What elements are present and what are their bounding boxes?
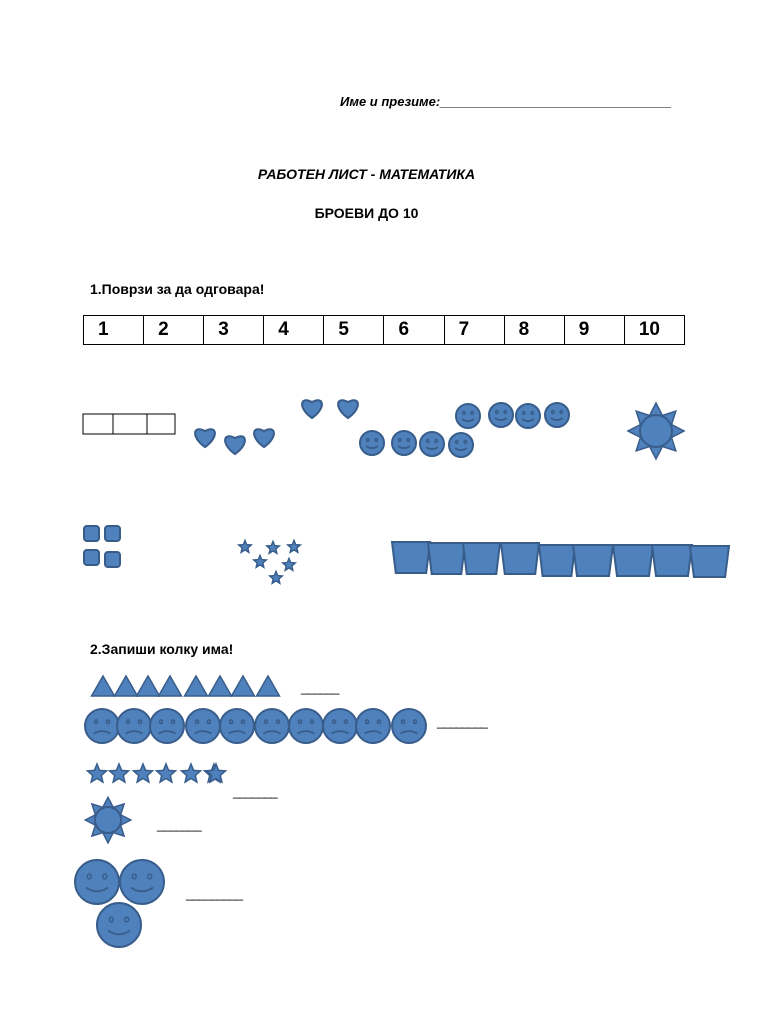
trapezoid-icon xyxy=(428,543,465,574)
number-cell[interactable]: 2 xyxy=(144,316,204,345)
star-icon xyxy=(254,556,266,568)
smiley-icon xyxy=(516,404,540,428)
worksheet-title: РАБОТЕН ЛИСТ - МАТЕМАТИКА xyxy=(257,166,476,182)
number-cell[interactable]: 6 xyxy=(384,316,444,345)
answer-blank-smileys[interactable]: _________ xyxy=(186,886,243,901)
smiley-icon xyxy=(420,432,444,456)
smiley-icon xyxy=(97,903,141,947)
triangle-icon xyxy=(257,676,280,696)
trapezoid-icon xyxy=(573,545,613,576)
worksheet-subtitle: БРОЕВИ ДО 10 xyxy=(314,205,419,221)
smiley-icon xyxy=(456,404,480,428)
star-icon xyxy=(239,541,251,553)
star-icon xyxy=(267,542,279,554)
sun-icon xyxy=(628,403,684,459)
heart-icon xyxy=(338,400,358,418)
smiley-icon xyxy=(545,403,569,427)
square-icon xyxy=(105,526,120,541)
answer-blank-stars[interactable]: _______ xyxy=(233,784,277,799)
sad-face-icon xyxy=(289,709,323,743)
heart-icon xyxy=(302,400,322,418)
triangle-icon xyxy=(185,676,208,696)
number-cell[interactable]: 10 xyxy=(624,316,684,345)
sad-face-icon xyxy=(150,709,184,743)
sad-face-icon xyxy=(392,709,426,743)
trapezoid-icon xyxy=(463,543,500,574)
number-cell[interactable]: 9 xyxy=(564,316,624,345)
trapezoid-icon xyxy=(392,542,430,573)
star-icon xyxy=(283,559,295,571)
number-cell[interactable]: 4 xyxy=(264,316,324,345)
trapezoid-icon xyxy=(501,543,539,574)
smiley-icon xyxy=(360,431,384,455)
number-cell[interactable]: 3 xyxy=(204,316,264,345)
trapezoid-icon xyxy=(652,545,692,576)
triangle-icon xyxy=(232,676,255,696)
smiley-icon xyxy=(392,431,416,455)
number-cell[interactable]: 5 xyxy=(324,316,384,345)
triangle-icon xyxy=(92,676,115,696)
trapezoid-icon xyxy=(539,545,575,576)
answer-blank-sad-faces[interactable]: ________ xyxy=(437,714,487,729)
triangle-icon xyxy=(137,676,160,696)
star-icon xyxy=(134,764,153,782)
answer-blank-sun[interactable]: _______ xyxy=(157,817,201,832)
star-icon xyxy=(110,764,129,782)
sad-face-icon xyxy=(117,709,151,743)
sad-face-icon xyxy=(220,709,254,743)
sad-face-icon xyxy=(356,709,390,743)
sad-face-icon xyxy=(85,709,119,743)
heart-icon xyxy=(254,429,274,447)
number-cell[interactable]: 7 xyxy=(444,316,504,345)
number-cell[interactable]: 1 xyxy=(84,316,144,345)
empty-cell xyxy=(113,414,147,434)
star-icon xyxy=(288,541,300,553)
number-cell[interactable]: 8 xyxy=(504,316,564,345)
smiley-icon xyxy=(75,860,119,904)
task-2-label: 2.Запиши колку има! xyxy=(90,641,234,657)
empty-cell xyxy=(147,414,175,434)
sad-face-icon xyxy=(323,709,357,743)
empty-cell xyxy=(83,414,113,434)
task-1-label: 1.Поврзи за да одговара! xyxy=(90,281,265,297)
star-icon xyxy=(270,572,282,584)
star-icon xyxy=(157,764,176,782)
square-icon xyxy=(105,552,120,567)
smiley-icon xyxy=(449,433,473,457)
name-surname-field: Име и презиме:________________________________ xyxy=(340,94,672,109)
triangle-icon xyxy=(159,676,182,696)
smiley-icon xyxy=(489,403,513,427)
heart-icon xyxy=(225,436,245,454)
smiley-icon xyxy=(120,860,164,904)
star-icon xyxy=(182,764,201,782)
square-icon xyxy=(84,526,99,541)
sad-face-icon xyxy=(186,709,220,743)
answer-blank-triangles[interactable]: ______ xyxy=(301,680,339,695)
star-icon xyxy=(88,764,107,782)
sad-face-icon xyxy=(255,709,289,743)
square-icon xyxy=(84,550,99,565)
heart-icon xyxy=(195,429,215,447)
trapezoid-icon xyxy=(690,546,729,577)
trapezoid-icon xyxy=(613,545,653,576)
sun-icon xyxy=(85,797,131,843)
triangle-icon xyxy=(209,676,232,696)
triangle-icon xyxy=(115,676,138,696)
